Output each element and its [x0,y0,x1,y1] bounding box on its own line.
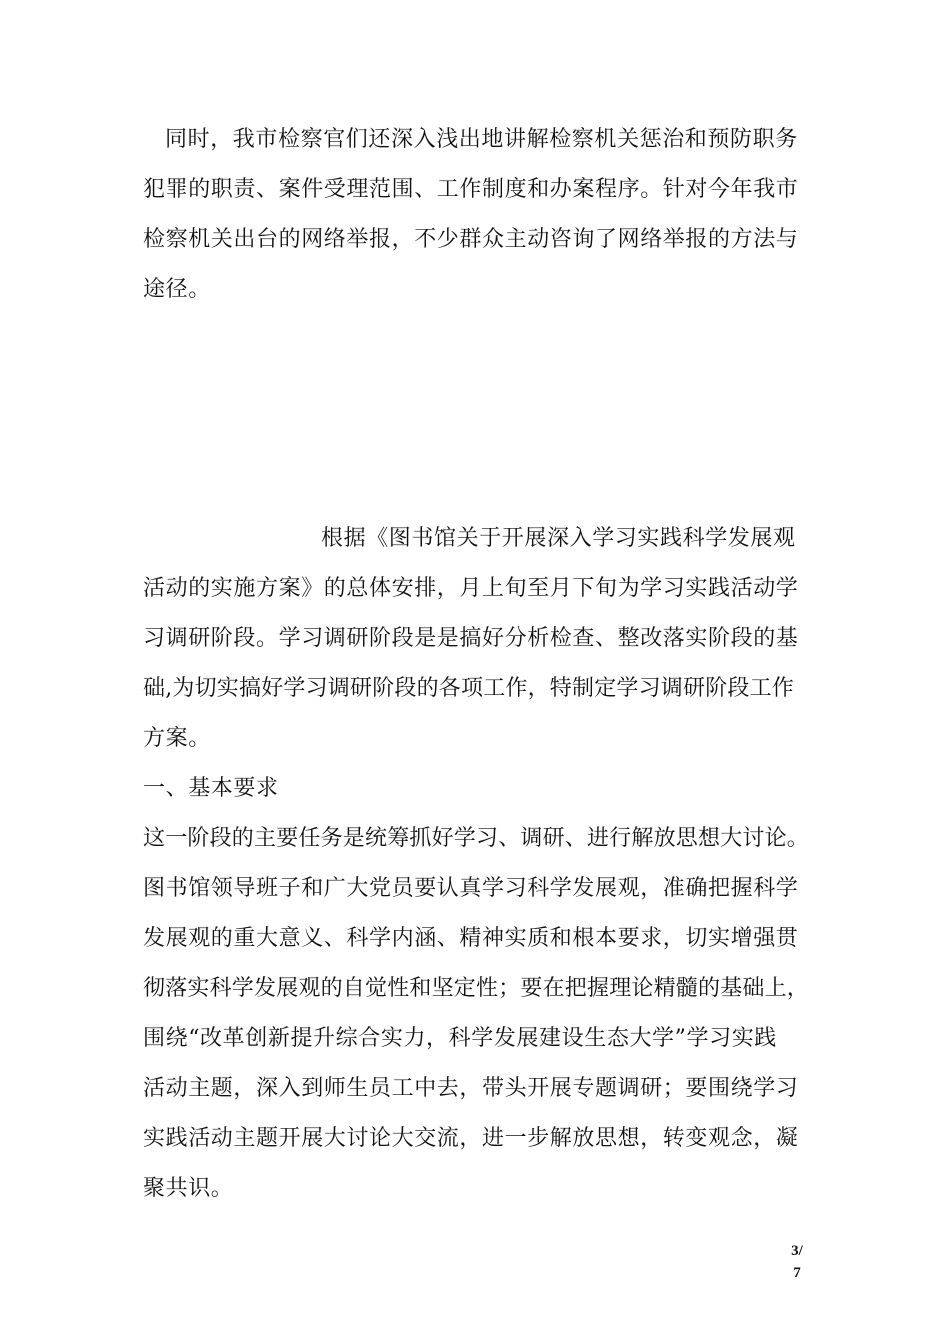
section-heading-basic-requirements: 一、基本要求 [143,776,279,801]
paragraph-1-line-4: 途径。 [143,277,211,302]
paragraph-3-line-2: 图书馆领导班子和广大党员要认真学习科学发展观，准确把握科学 [143,876,799,901]
page-number-total: 7 [793,1265,801,1281]
paragraph-3-line-5: 围绕“改革创新提升综合实力，科学发展建设生态大学”学习实践 [143,1026,777,1051]
paragraph-3-line-3: 发展观的重大意义、科学内涵、精神实质和根本要求，切实增强贯 [143,926,799,951]
page-number-current: 3/ [791,1243,803,1259]
paragraph-2-line-1: 根据《图书馆关于开展深入学习实践科学发展观 [321,526,796,551]
paragraph-1-line-2: 犯罪的职责、案件受理范围、工作制度和办案程序。针对今年我市 [143,177,799,202]
paragraph-3-line-4: 彻落实科学发展观的自觉性和坚定性；要在把握理论精髓的基础上， [143,976,810,1001]
paragraph-1-line-3: 检察机关出台的网络举报，不少群众主动咨询了网络举报的方法与 [143,227,799,252]
paragraph-3-line-7: 实践活动主题开展大讨论大交流，进一步解放思想，转变观念，凝 [143,1126,799,1151]
paragraph-2-line-2: 活动的实施方案》的总体安排，月上旬至月下旬为学习实践活动学 [143,576,799,601]
paragraph-2-line-3: 习调研阶段。学习调研阶段是是搞好分析检查、整改落实阶段的基 [143,626,799,651]
paragraph-3-line-1: 这一阶段的主要任务是统筹抓好学习、调研、进行解放思想大讨论。 [143,826,810,851]
paragraph-3-line-6: 活动主题，深入到师生员工中去，带头开展专题调研；要围绕学习 [143,1076,799,1101]
paragraph-1-line-1: 同时，我市检察官们还深入浅出地讲解检察机关惩治和预防职务 [165,127,798,152]
page-number [785,1240,809,1284]
paragraph-3-line-8: 聚共识。 [143,1176,234,1201]
paragraph-2-line-4: 础,为切实搞好学习调研阶段的各项工作，特制定学习调研阶段工作 [143,676,794,701]
paragraph-2-line-5: 方案。 [143,726,211,751]
